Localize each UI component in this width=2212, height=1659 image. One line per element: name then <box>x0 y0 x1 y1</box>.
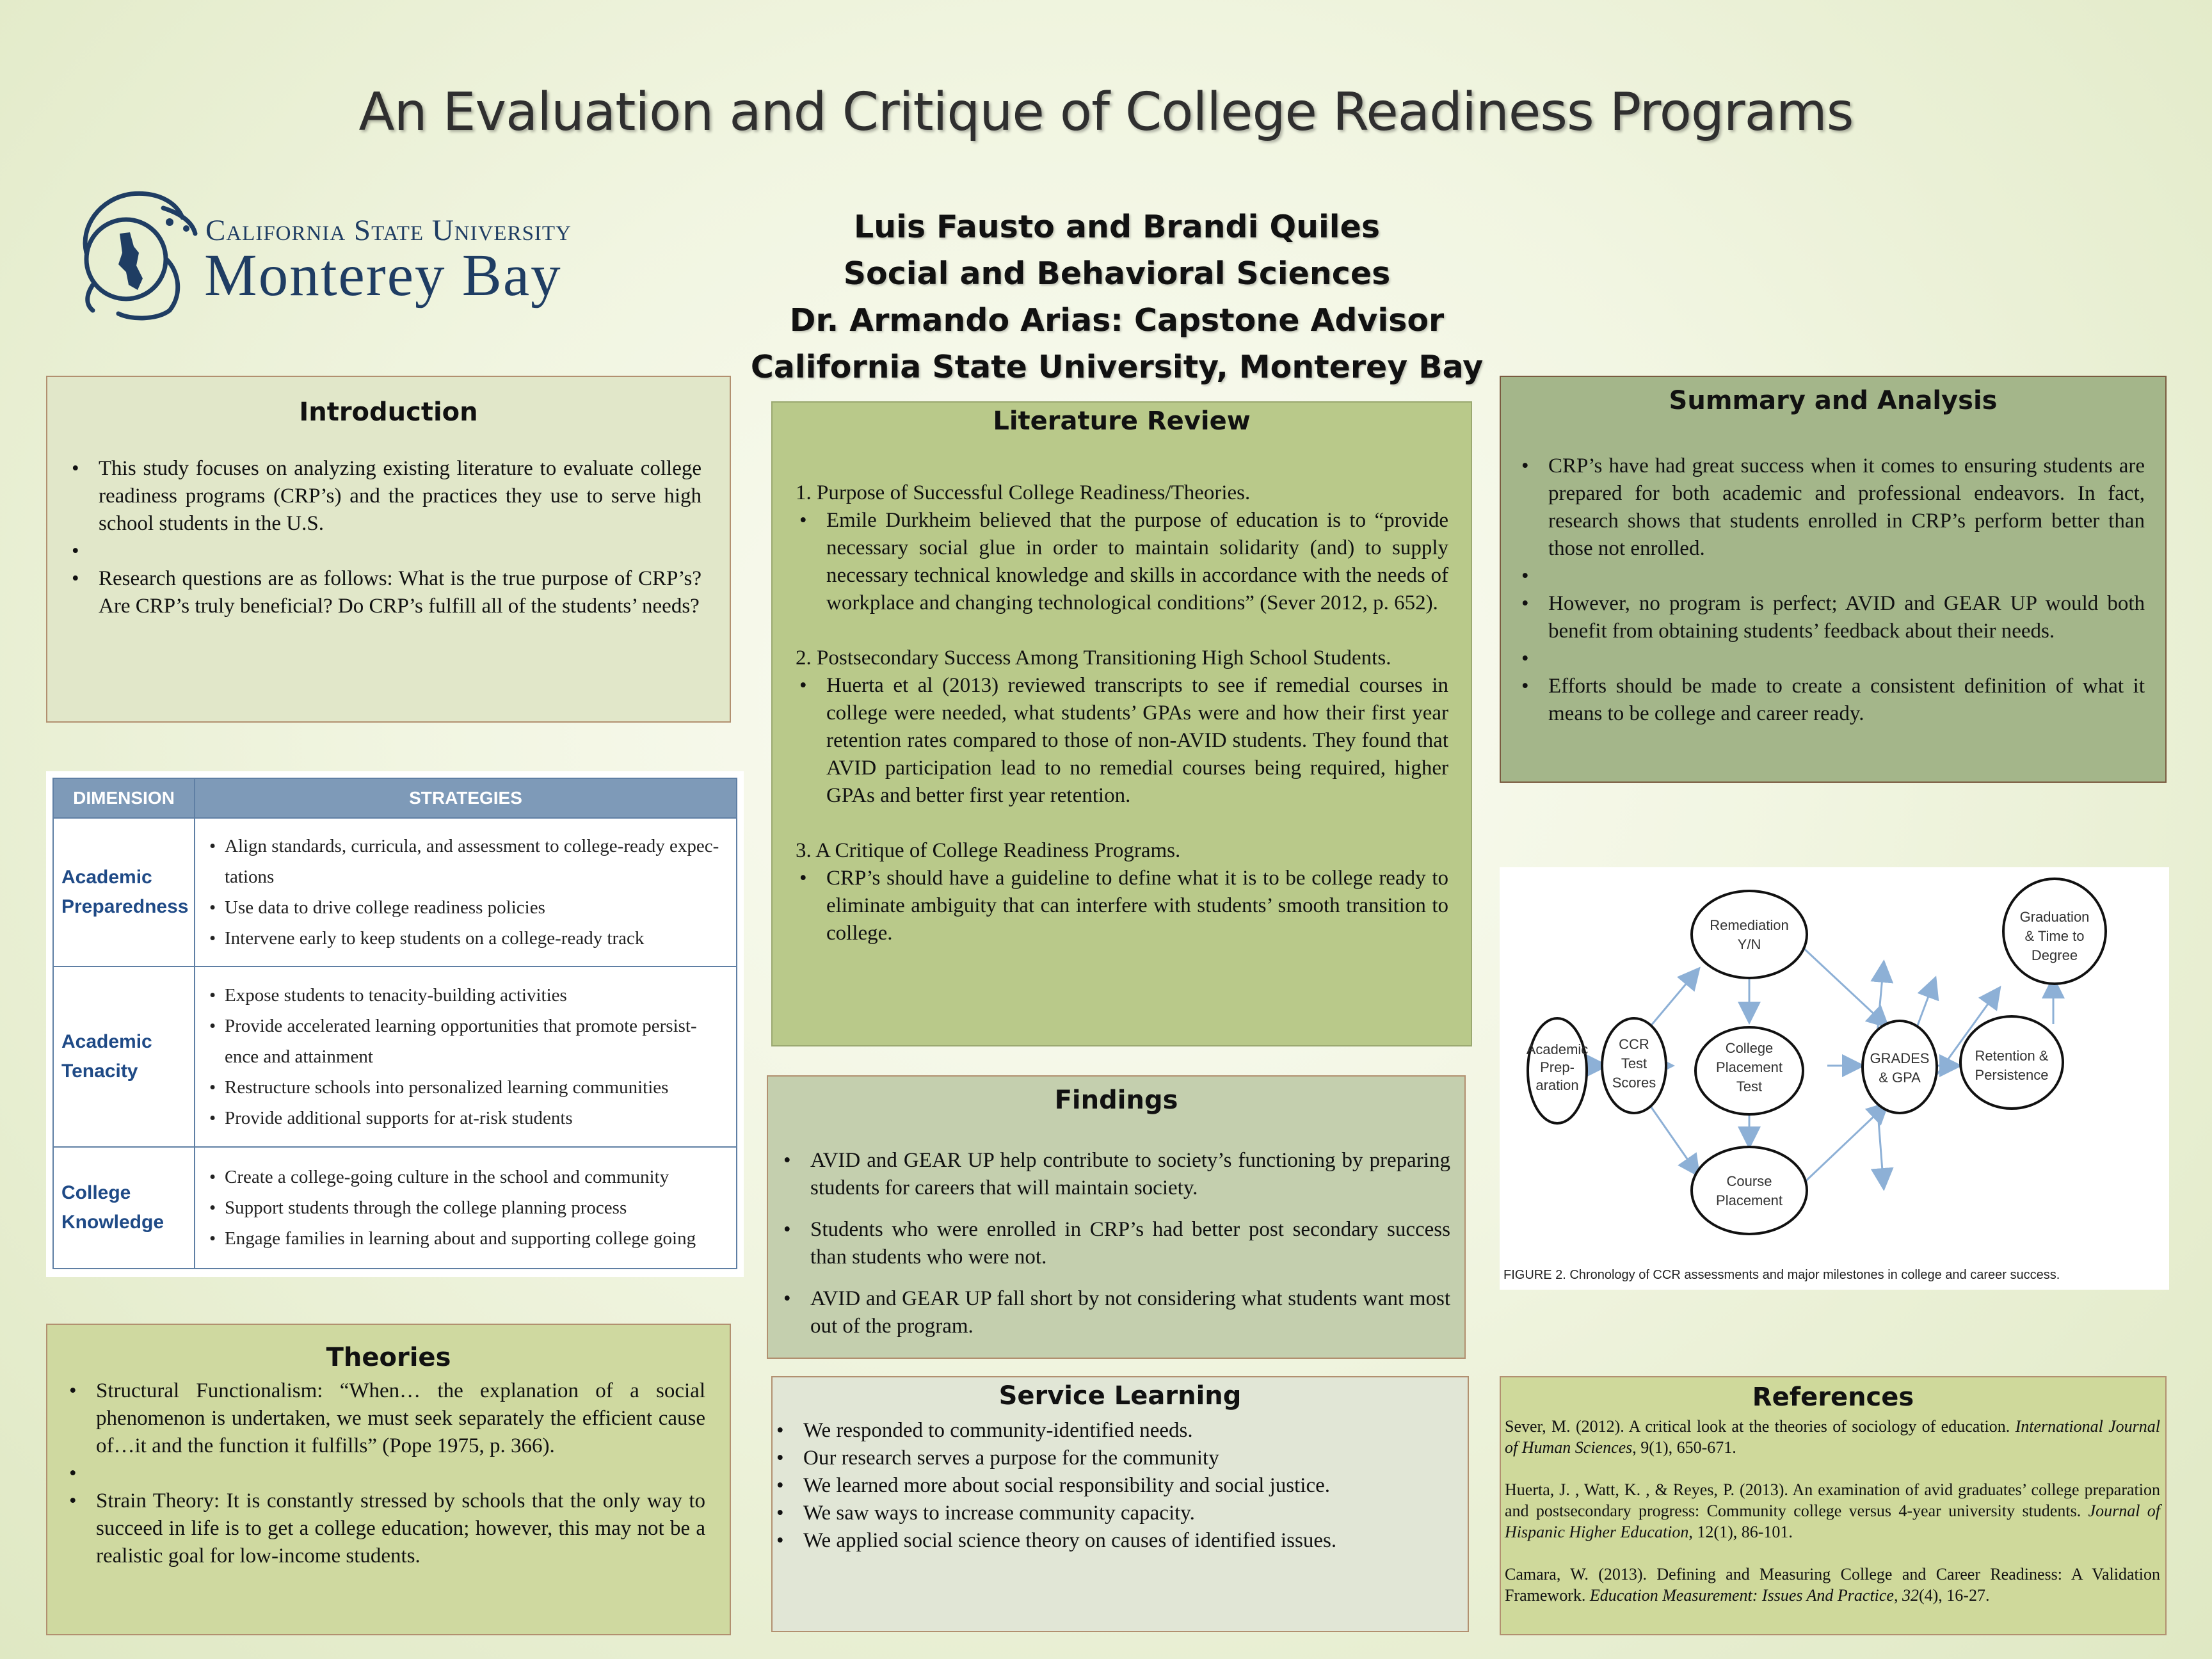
reference-item <box>1505 1564 2160 1606</box>
table-header: STRATEGIES <box>195 778 737 818</box>
reference-details: (4), 16-27. <box>1918 1586 1990 1605</box>
node-course-placement <box>1692 1147 1807 1234</box>
findings-item: • AVID and GEAR UP help contribute to society’s functioning by preparing students for careers that will maintain society. <box>780 1147 1450 1202</box>
reference-text: Huerta, J. , Watt, K. , & Reyes, P. (2013). An examination of avid graduates’ college preparation and postsecondary progress: Community college versus 4-year university students. <box>1505 1480 2160 1520</box>
node-label: College <box>1725 1040 1774 1056</box>
dimension-cell <box>53 818 195 966</box>
summary-heading: Summary and Analysis <box>1669 386 1998 415</box>
strategy-item: • Engage families in learning about and supporting college going <box>208 1223 730 1254</box>
strategy-item: • Provide additional supports for at-risk students <box>208 1103 730 1134</box>
node-label: Placement <box>1716 1059 1783 1075</box>
literature-section-title: 3. A Critique of College Readiness Programs. <box>796 839 1181 862</box>
table-row <box>53 1147 737 1269</box>
reference-text: Sever, M. (2012). A critical look at the theories of sociology of education. <box>1505 1417 2016 1436</box>
table-header: DIMENSION <box>53 778 195 818</box>
strategies-cell <box>195 966 737 1147</box>
figure-caption: FIGURE 2. Chronology of CCR assessments and major milestones in college and career success. <box>1503 1268 2060 1282</box>
literature-item: • Huerta et al (2013) reviewed transcripts to see if remedial courses in college were needed, what students’ GPAs were and how their first year retention rates compared to those of non-AVID students. They found that AVID participation lead to no remedial courses being required, higher GPAs and better first year retention. <box>796 672 1448 810</box>
introduction-panel <box>46 376 731 723</box>
node-label: Retention & <box>1975 1048 2049 1064</box>
strategy-table <box>52 778 737 1269</box>
findings-item: • Students who were enrolled in CRP’s had better post secondary success than students who were not. <box>780 1216 1450 1271</box>
node-label: Course <box>1726 1173 1772 1189</box>
node-label: Y/N <box>1737 936 1761 952</box>
introduction-heading: Introduction <box>299 397 478 427</box>
logo-university-name: California State University <box>205 214 572 247</box>
author-names: Luis Fausto and Brandi Quiles <box>854 209 1380 245</box>
poster-title: An Evaluation and Critique of College Readiness Programs <box>358 82 1854 143</box>
strategies-cell <box>195 1147 737 1269</box>
theories-item: • Strain Theory: It is constantly stressed by schools that the only way to succeed in life is to get a college education; however, this may not be a realistic goal for low-income students. <box>65 1487 705 1570</box>
node-label: & GPA <box>1879 1070 1921 1086</box>
theories-panel <box>46 1324 731 1635</box>
literature-item: • CRP’s should have a guideline to define what it is to be college ready to eliminate ambiguity that can interfere with students’ smooth transition to college. <box>796 865 1448 947</box>
literature-section-list <box>796 672 1448 810</box>
dimension-cell <box>53 966 195 1147</box>
strategy-item: • Restructure schools into personalized learning communities <box>208 1072 730 1103</box>
dimension-label: College <box>61 1182 131 1203</box>
literature-review-heading: Literature Review <box>993 406 1251 436</box>
references-heading: References <box>1752 1382 1914 1412</box>
references-list <box>1505 1416 2160 1606</box>
node-label: Degree <box>2031 947 2078 963</box>
reference-journal: Journal of Hispanic Higher Education <box>1505 1502 2160 1541</box>
service-learning-item: • We saw ways to increase community capacity. <box>773 1500 1451 1527</box>
otter-seal-icon <box>67 182 202 323</box>
summary-item: • Efforts should be made to create a consistent definition of what it means to be college and career ready. <box>1518 673 2145 728</box>
node-label: CCR <box>1619 1036 1649 1052</box>
strategy-item: • Support students through the college planning process <box>208 1192 730 1223</box>
node-label: & Time to <box>2024 928 2085 944</box>
references-panel <box>1500 1376 2167 1635</box>
summary-item: • CRP’s have had great success when it comes to ensuring students are prepared for both academic and professional endeavors. In fact, research shows that students enrolled in CRP’s perform better than those not enrolled. <box>1518 453 2145 563</box>
dimension-label: Tenacity <box>61 1061 138 1082</box>
dimension-label: Academic <box>61 1031 152 1052</box>
introduction-item: • This study focuses on analyzing existing literature to evaluate college readiness programs (CRP’s) and the practices they use to serve high school students in the U.S. <box>68 455 701 538</box>
theories-list <box>65 1377 705 1570</box>
reference-item <box>1505 1479 2160 1543</box>
literature-section-title: 1. Purpose of Successful College Readiness/Theories. <box>796 481 1251 504</box>
reference-text: Camara, W. (2013). Defining and Measuring College and Career Readiness: A Validation Framework. <box>1505 1565 2160 1605</box>
node-label: Test <box>1621 1055 1647 1071</box>
author-block <box>704 204 1530 390</box>
service-learning-item: • We responded to community-identified needs. <box>773 1417 1451 1445</box>
strategy-item: • Create a college-going culture in the school and community <box>208 1162 730 1192</box>
table-row <box>53 818 737 966</box>
node-label: Remediation <box>1710 917 1789 933</box>
literature-review-panel <box>771 401 1472 1046</box>
literature-review-body <box>796 479 1448 947</box>
service-learning-list <box>773 1417 1451 1555</box>
dimension-cell <box>53 1147 195 1269</box>
reference-details: , 9(1), 650-671. <box>1632 1438 1736 1457</box>
node-label: Scores <box>1612 1075 1656 1091</box>
advisor: Dr. Armando Arias: Capstone Advisor <box>789 302 1445 339</box>
strategies-cell <box>195 818 737 966</box>
institution: California State University, Monterey Bay <box>750 349 1484 385</box>
strategy-item: • Use data to drive college readiness policies <box>208 892 730 923</box>
findings-heading: Findings <box>1054 1086 1178 1115</box>
node-label: Prep- <box>1540 1059 1575 1075</box>
summary-item: • However, no program is perfect; AVID and GEAR UP would both benefit from obtaining students’ feedback about their needs. <box>1518 590 2145 645</box>
strategy-item: • Provide accelerated learning opportunities that promote persist- ence and attainment <box>208 1011 730 1072</box>
dimension-label: Knowledge <box>61 1212 164 1233</box>
findings-list <box>780 1147 1450 1340</box>
reference-journal: International Journal of Human Sciences <box>1505 1417 2161 1457</box>
introduction-item: • Research questions are as follows: What is the true purpose of CRP’s? Are CRP’s truly beneficial? Do CRP’s fulfill all of the students’ needs? <box>68 565 701 620</box>
theories-heading: Theories <box>326 1343 451 1372</box>
node-grades-gpa <box>1863 1021 1937 1113</box>
literature-item: • Emile Durkheim believed that the purpose of education is to “provide necessary social glue in order to maintain solidarity (and) to supply necessary technical knowledge and skills in accordance with the needs of workplace and changing technological conditions” (Sever 2012, p. 652). <box>796 507 1448 617</box>
strategy-item: • Align standards, curricula, and assessment to college-ready expec- tations <box>208 831 730 892</box>
service-learning-panel <box>771 1376 1469 1632</box>
node-label: aration <box>1535 1077 1579 1093</box>
university-logo <box>67 182 572 323</box>
dimension-label: Preparedness <box>61 896 189 917</box>
literature-section-list <box>796 507 1448 617</box>
dimension-label: Academic <box>61 867 152 888</box>
strategy-item: • Intervene early to keep students on a college-ready track <box>208 923 730 954</box>
node-label: Placement <box>1716 1192 1783 1208</box>
service-learning-item: • Our research serves a purpose for the community <box>773 1445 1451 1472</box>
node-label: Academic <box>1526 1041 1589 1057</box>
node-label: Graduation <box>2019 909 2090 925</box>
introduction-list <box>68 455 701 620</box>
node-label: GRADES <box>1870 1050 1930 1066</box>
reference-item <box>1505 1416 2160 1458</box>
table-header-row <box>53 778 737 818</box>
reference-details: , 12(1), 86-101. <box>1688 1523 1793 1541</box>
node-label: Persistence <box>1975 1067 2049 1083</box>
literature-section-title: 2. Postsecondary Success Among Transitioning High School Students. <box>796 646 1391 669</box>
table-row <box>53 966 737 1147</box>
findings-panel <box>767 1075 1466 1359</box>
node-remediation <box>1692 891 1807 978</box>
service-learning-item: • We learned more about social responsibility and social justice. <box>773 1472 1451 1500</box>
summary-list <box>1518 453 2145 728</box>
department: Social and Behavioral Sciences <box>843 255 1391 292</box>
findings-item: • AVID and GEAR UP fall short by not considering what students want most out of the program. <box>780 1285 1450 1340</box>
node-label: Test <box>1736 1078 1763 1094</box>
logo-campus-name: Monterey Bay <box>204 243 562 309</box>
ccr-chronology-figure <box>1500 867 2169 1290</box>
theories-item: • Structural Functionalism: “When… the explanation of a social phenomenon is undertaken, we must seek separately the efficient cause of…it and the function it fulfills” (Pope 1975, p. 366). <box>65 1377 705 1460</box>
service-learning-item: • We applied social science theory on causes of identified issues. <box>773 1527 1451 1555</box>
strategy-table-figure <box>46 771 744 1277</box>
summary-panel <box>1500 376 2167 783</box>
ccr-flow-diagram <box>1500 867 2169 1264</box>
literature-section-list <box>796 865 1448 947</box>
strategy-item: • Expose students to tenacity-building activities <box>208 980 730 1011</box>
reference-journal: Education Measurement: Issues And Practice, 32 <box>1589 1586 1919 1605</box>
service-learning-heading: Service Learning <box>998 1381 1242 1411</box>
